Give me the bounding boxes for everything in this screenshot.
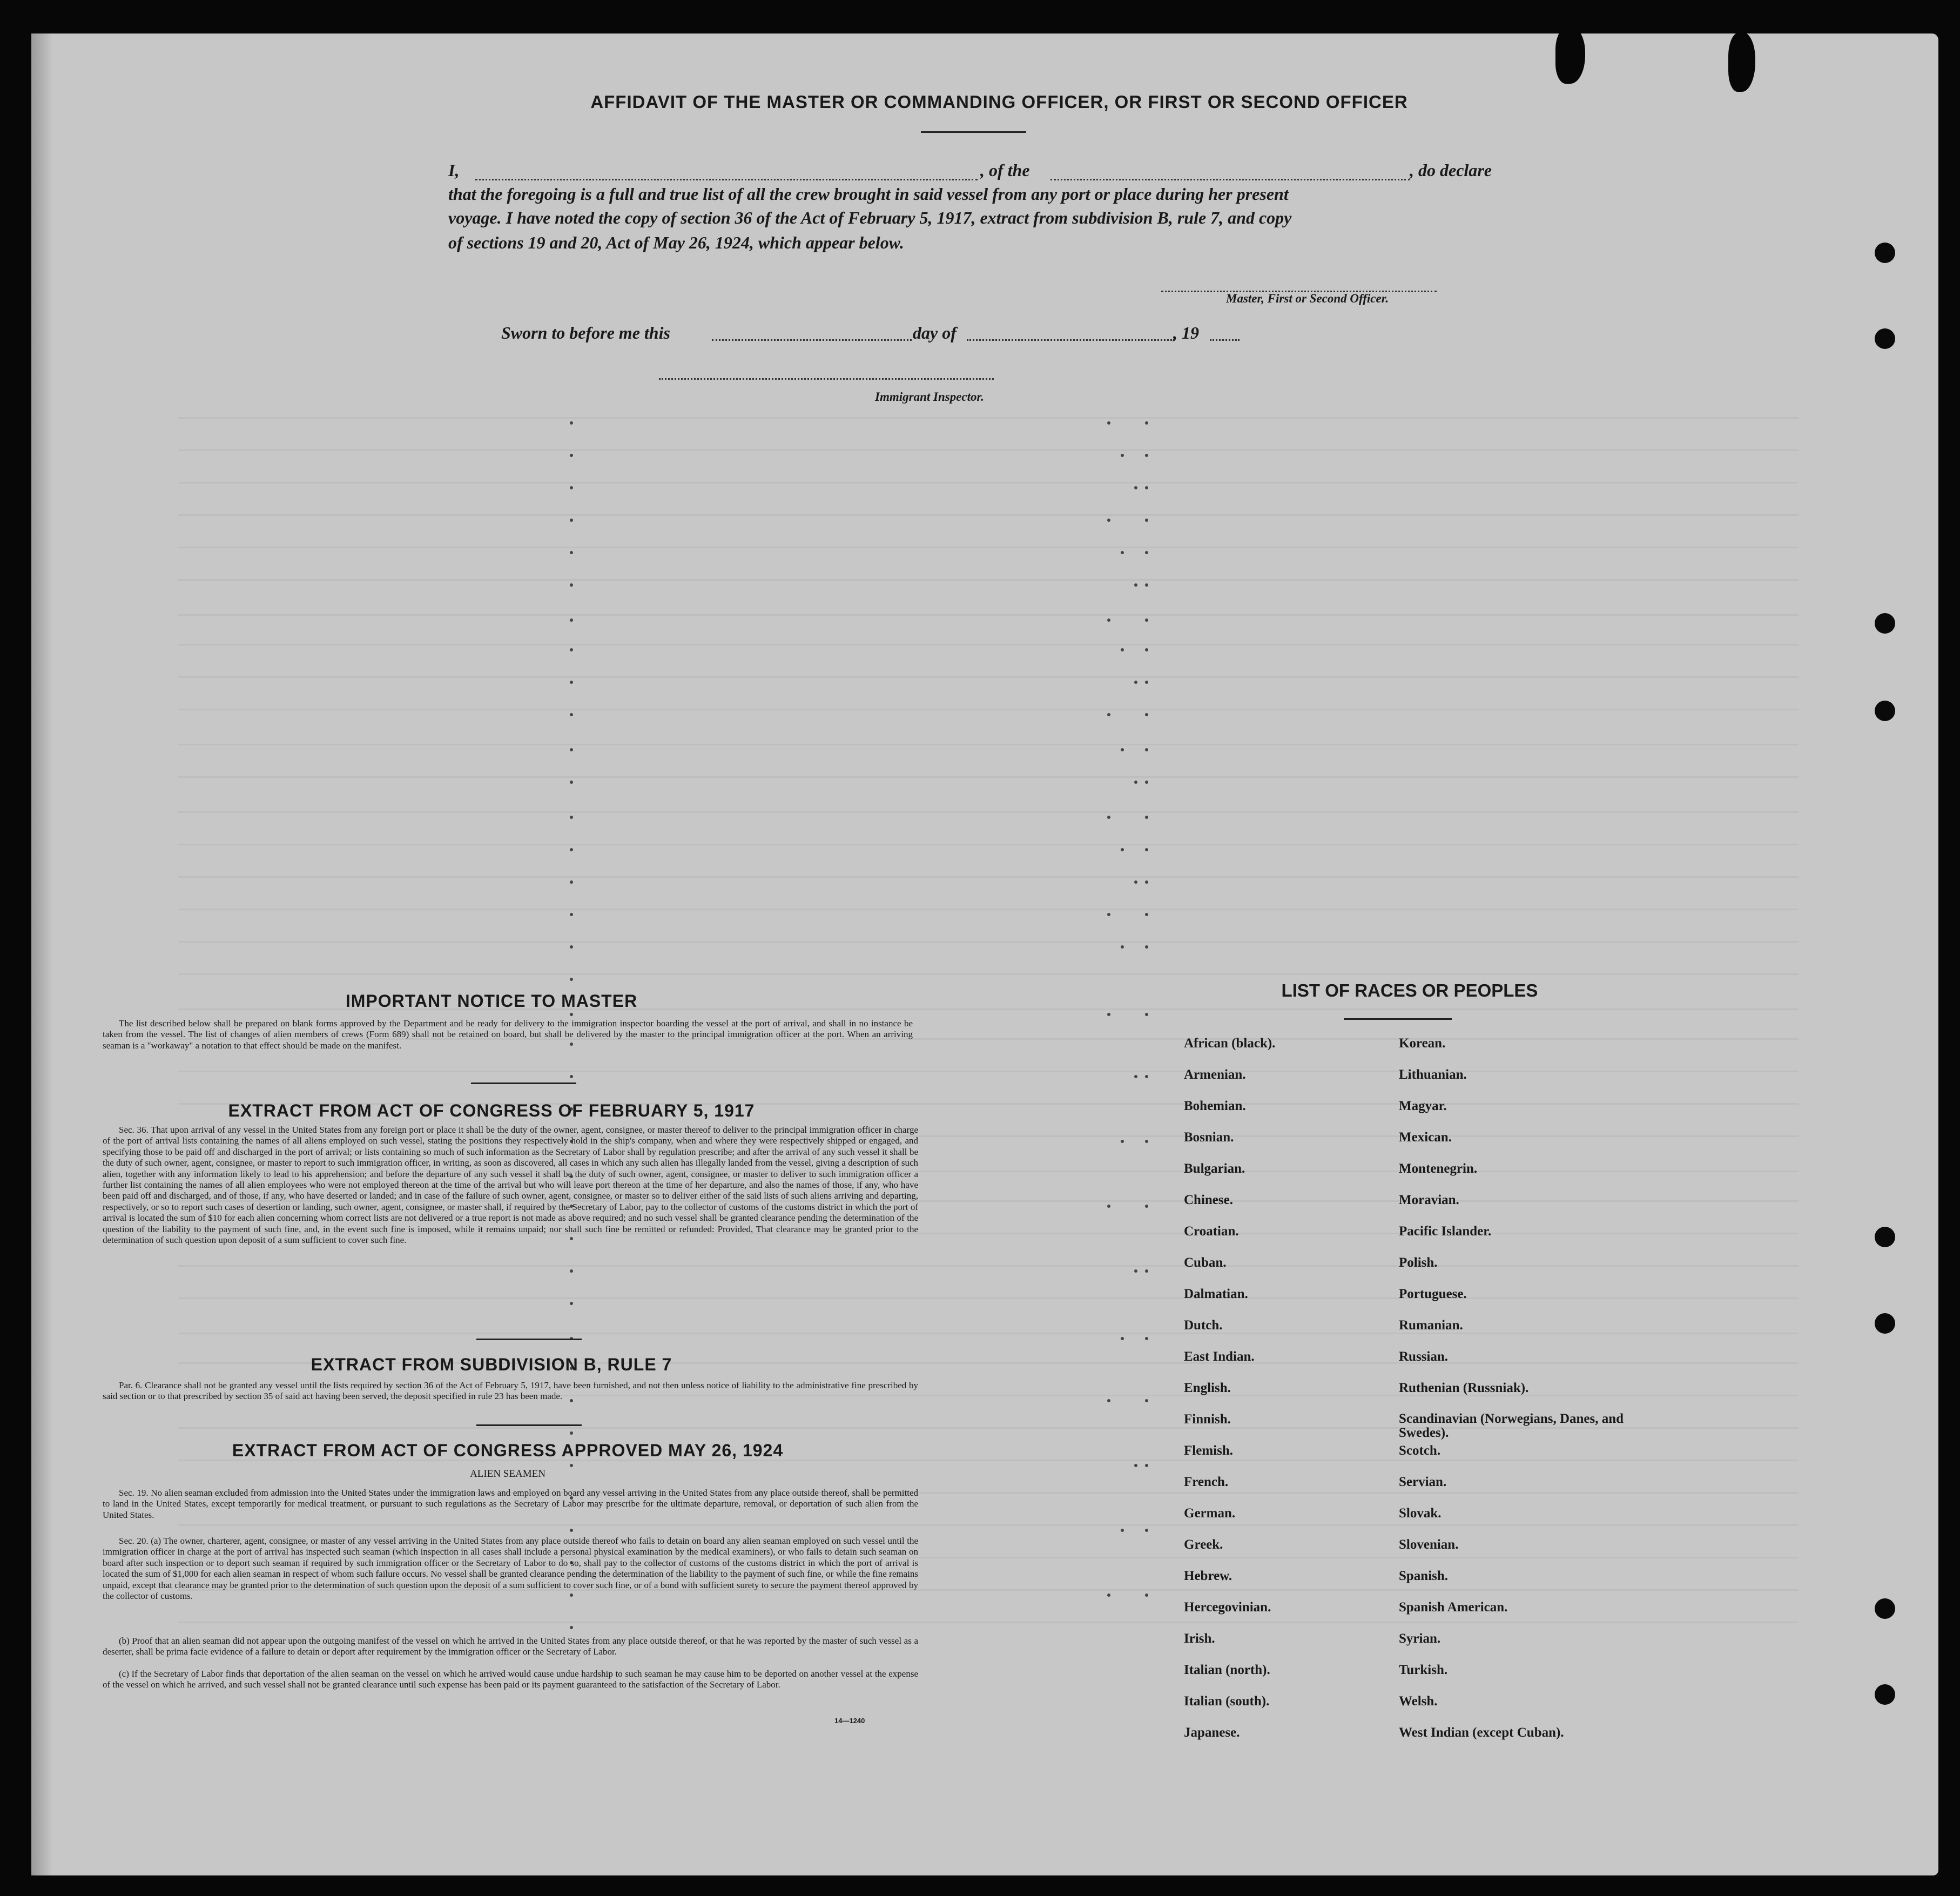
bleed-through-dot (570, 519, 573, 522)
bleed-through-dot (1145, 1464, 1148, 1467)
extract-1924-sec20c: (c) If the Secretary of Labor finds that deportation of the alien seaman on the vessel on which he arrived would cause undue hardship to such seaman he may cause him to be deported on another vessel at the expense of the vessel on which he arrived, and such vessel shall not be granted clearance until such expense has been paid or its payment guaranteed to the satisfaction of the Secretary of Labor. (103, 1669, 918, 1690)
extract-1917-title: EXTRACT FROM ACT OF CONGRESS OF FEBRUARY 5, 1917 (228, 1101, 755, 1120)
bleed-through-dot (1145, 1140, 1148, 1143)
bleed-through-dot (570, 1626, 573, 1629)
bleed-through-row (178, 1265, 1799, 1267)
bleed-through-dot (570, 421, 573, 425)
bleed-through-dot (570, 454, 573, 457)
race-item: Polish. (1399, 1255, 1438, 1270)
bleed-through-row (178, 1622, 1799, 1623)
sheet-edge-shadow (31, 33, 53, 1875)
bleed-through-dot (570, 1302, 573, 1305)
inspector-signature-label: Immigrant Inspector. (875, 390, 984, 404)
bleed-through-row (178, 811, 1799, 813)
bleed-through-row (178, 776, 1799, 778)
sworn-day-of-label: day of (913, 323, 957, 342)
race-item: Bosnian. (1184, 1130, 1234, 1145)
extract-rule7-divider (476, 1424, 582, 1426)
bleed-through-dot (570, 748, 573, 751)
race-item: French. (1184, 1475, 1229, 1489)
bleed-through-dot (1107, 618, 1110, 622)
races-title: LIST OF RACES OR PEOPLES (1281, 980, 1538, 1000)
race-item: Moravian. (1399, 1193, 1459, 1207)
extract-1917-body: Sec. 36. That upon arrival of any vessel in the United States from any foreign port or place it shall be the duty of the owner, agent, consignee, or master thereof to deliver to the principal immigration officer in charge of the port of arrival lists containing the names of all aliens employed on such vessel, stating the positions they respectively hold in the ship's company, when and where they were respectively shipped or engaged, and specifying those to be paid off and discharged in the port of arrival; or lists containing so much of such information as the Secretary of Labor shall by regulation prescribe; and after the arrival of any such vessel it shall be the duty of such owner, agent, consignee, or master to report to such immigration officer, in writing, as soon as discovered, all cases in which any such alien has illegally landed from the vessel, giving a description of such alien, together with any information likely to lead to his apprehension; and before the departure of any such vessel it shall be the duty of such owner, agent, consignee, or master to deliver to such immigration officer a further list containing the names of all alien employees who were not employed thereon at the time of the arrival but who will leave port thereon at the time of her departure, and also the names of those, if any, who have been paid off and discharged, and of those, if any, who have deserted or landed; and in case of the failure of such owner, agent, consignee, or master so to deliver either of the said lists of such aliens arriving and departing, respectively, or so to report such cases of desertion or landing, such owner, agent, consignee, or master shall, if required by the Secretary of Labor, pay to the collector of customs of the customs district in which the port of arrival is located the sum of $10 for each alien concerning whom correct lists are not delivered or a true report is not made as above required; and no such vessel shall be granted clearance pending the determination of the question of the liability to the payment of such fine, and, in the event such fine is imposed, while it remains unpaid; nor shall such fine be remitted or refunded: Provided, That clearance may be granted prior to the determination of such question upon deposit of a sum sufficient to cover such fine. (103, 1125, 918, 1246)
bleed-through-dot (1145, 551, 1148, 554)
race-item: Italian (south). (1184, 1694, 1270, 1709)
bleed-through-dot (1145, 618, 1148, 622)
race-item: Spanish American. (1399, 1600, 1508, 1615)
title-underline (921, 131, 1026, 133)
declarant-name-field[interactable] (475, 179, 978, 180)
race-item: East Indian. (1184, 1349, 1255, 1364)
bleed-through-dot (1145, 781, 1148, 784)
race-item: Italian (north). (1184, 1663, 1270, 1677)
bleed-through-dot (1145, 486, 1148, 489)
race-item: Hercegovinian. (1184, 1600, 1271, 1615)
bleed-through-dot (1107, 1013, 1110, 1016)
bleed-through-dot (1134, 583, 1137, 587)
bleed-through-dot (570, 486, 573, 489)
bleed-through-row (178, 1333, 1799, 1334)
race-item: Bohemian. (1184, 1099, 1246, 1113)
notice-divider (471, 1083, 576, 1084)
bleed-through-dot (570, 1075, 573, 1078)
bleed-through-dot (1121, 1529, 1124, 1532)
bleed-through-dot (570, 1464, 573, 1467)
bleed-through-row (178, 844, 1799, 845)
bleed-through-dot (570, 978, 573, 981)
declaration-line-4: of sections 19 and 20, Act of May 26, 1924, which appear below. (448, 233, 904, 252)
race-item: Japanese. (1184, 1725, 1240, 1740)
race-item: Russian. (1399, 1349, 1449, 1364)
bleed-through-dot (1145, 848, 1148, 851)
races-title-underline (1344, 1018, 1452, 1020)
bleed-through-dot (1134, 1269, 1137, 1273)
race-item: Ruthenian (Russniak). (1399, 1381, 1529, 1395)
bleed-through-row (178, 909, 1799, 910)
punch-hole (1875, 1313, 1895, 1334)
bleed-through-dot (1145, 454, 1148, 457)
bleed-through-row (178, 973, 1799, 975)
bleed-through-dot (1134, 681, 1137, 684)
inspector-signature-field[interactable] (659, 378, 994, 380)
bleed-through-dot (1145, 583, 1148, 587)
torn-paper-mark (1555, 27, 1585, 84)
sworn-year-label: , 19 (1173, 323, 1199, 342)
page-title: AFFIDAVIT OF THE MASTER OR COMMANDING OFFICER, OR FIRST OR SECOND OFFICER (590, 92, 1408, 112)
bleed-through-row (178, 876, 1799, 878)
race-item: Armenian. (1184, 1067, 1246, 1082)
race-item: Irish. (1184, 1631, 1215, 1646)
race-item: Pacific Islander. (1399, 1224, 1492, 1239)
race-item: Slovak. (1399, 1506, 1442, 1521)
bleed-through-dot (570, 713, 573, 716)
bleed-through-dot (1145, 748, 1148, 751)
bleed-through-dot (570, 816, 573, 819)
vessel-name-field[interactable] (1050, 179, 1410, 180)
bleed-through-dot (1107, 1594, 1110, 1597)
bleed-through-dot (570, 945, 573, 949)
race-item: Flemish. (1184, 1443, 1233, 1458)
bleed-through-dot (1145, 648, 1148, 651)
bleed-through-row (178, 744, 1799, 745)
form-number: 14—1240 (834, 1717, 865, 1725)
bleed-through-row (178, 709, 1799, 710)
bleed-through-dot (570, 1269, 573, 1273)
bleed-through-dot (570, 551, 573, 554)
bleed-through-dot (570, 880, 573, 884)
bleed-through-dot (1107, 519, 1110, 522)
extract-rule7-body: Par. 6. Clearance shall not be granted any vessel until the lists required by section 36 of the Act of February 5, 1917, have been furnished, and not then unless notice of liability to the administrative fine prescribed by said section or to that prescribed by section 35 of said act having been served, the deposit specified in rule 23 has been made. (103, 1380, 918, 1402)
bleed-through-dot (1145, 519, 1148, 522)
race-item: Slovenian. (1399, 1537, 1459, 1552)
bleed-through-dot (1121, 1140, 1124, 1143)
bleed-through-dot (1107, 913, 1110, 916)
bleed-through-dot (1145, 880, 1148, 884)
bleed-through-dot (1145, 1337, 1148, 1340)
bleed-through-dot (1107, 421, 1110, 425)
bleed-through-row (178, 514, 1799, 516)
bleed-through-dot (1145, 816, 1148, 819)
bleed-through-row (178, 614, 1799, 616)
bleed-through-dot (1145, 1205, 1148, 1208)
bleed-through-dot (1134, 880, 1137, 884)
bleed-through-dot (1121, 748, 1124, 751)
punch-hole (1875, 701, 1895, 721)
bleed-through-row (178, 579, 1799, 581)
bleed-through-dot (570, 1529, 573, 1532)
bleed-through-dot (1107, 713, 1110, 716)
bleed-through-row (178, 1071, 1799, 1072)
bleed-through-row (178, 482, 1799, 483)
notice-body: The list described below shall be prepared on blank forms approved by the Department and be ready for delivery to the immigration inspector boarding the vessel at the port of arrival, and shall in no instance be taken from the vessel. The list of changes of alien members of crews (Form 689) shall not be retained on board, but shall be delivered by the master to the principal immigration officer at the port. When an arriving seaman is a "workaway" a notation to that effect should be made on the manifest. (103, 1018, 913, 1051)
punch-hole (1875, 1227, 1895, 1247)
race-item: Cuban. (1184, 1255, 1227, 1270)
race-item: German. (1184, 1506, 1236, 1521)
punch-hole (1875, 328, 1895, 349)
race-item: Magyar. (1399, 1099, 1447, 1113)
bleed-through-dot (1107, 1399, 1110, 1402)
race-item: Scandinavian (Norwegians, Danes, and Swedes). (1399, 1411, 1624, 1440)
bleed-through-dot (570, 583, 573, 587)
bleed-through-dot (1121, 1337, 1124, 1340)
notice-title: IMPORTANT NOTICE TO MASTER (345, 991, 638, 1011)
bleed-through-dot (1121, 551, 1124, 554)
bleed-through-dot (1134, 1075, 1137, 1078)
bleed-through-dot (570, 1431, 573, 1435)
race-item: Greek. (1184, 1537, 1223, 1552)
bleed-through-dot (1145, 1529, 1148, 1532)
extract-1924-sec20a: Sec. 20. (a) The owner, charterer, agent, consignee, or master of any vessel arriving in the United States from any place outside thereof who fails to detain on board any alien seaman employed on such vessel until the immigration officer in charge at the port of arrival has inspected such seaman (which inspection in all cases shall include a personal physical examination by the medical examiners), or who fails to detain such seaman on board after such inspection or to deport such seaman if required by such immigration officer or the Secretary of Labor to do so, shall pay to the collector of customs of the customs district in which the port of arrival is located the sum of $1,000 for each alien seaman in respect of whom such failure occurs. No vessel shall be granted clearance pending the determination of the liability to the payment of such fine, or while the fine remains unpaid, except that clearance may be granted prior to the determination of such question upon the deposit of a sum sufficient to cover such fine, or of a bond with sufficient surety to secure the payment thereof approved by the collector of customs. (103, 1536, 918, 1602)
race-item: Spanish. (1399, 1569, 1449, 1583)
sworn-prefix-label: Sworn to before me this (501, 323, 670, 342)
bleed-through-dot (570, 618, 573, 622)
race-item: Mexican. (1399, 1130, 1452, 1145)
punch-hole (1875, 1684, 1895, 1705)
bleed-through-dot (570, 1013, 573, 1016)
race-item: Montenegrin. (1399, 1161, 1478, 1176)
bleed-through-dot (1145, 681, 1148, 684)
race-item: Lithuanian. (1399, 1067, 1467, 1082)
extract-1924-subtitle: ALIEN SEAMEN (470, 1468, 545, 1480)
bleed-through-dot (570, 848, 573, 851)
bleed-through-row (178, 941, 1799, 943)
race-item: Turkish. (1399, 1663, 1448, 1677)
bleed-through-dot (570, 913, 573, 916)
race-item: Servian. (1399, 1475, 1447, 1489)
declaration-line-1 (448, 160, 1496, 180)
sworn-year-field[interactable] (1210, 339, 1240, 341)
bleed-through-row (178, 547, 1799, 548)
bleed-through-dot (1145, 1075, 1148, 1078)
race-item: Portuguese. (1399, 1287, 1467, 1301)
declaration-line-2: that the foregoing is a full and true list of all the crew brought in said vessel from any port or place during her present (448, 184, 1289, 204)
bleed-through-dot (570, 648, 573, 651)
race-item: Syrian. (1399, 1631, 1441, 1646)
extract-rule7-title: EXTRACT FROM SUBDIVISION B, RULE 7 (311, 1355, 672, 1374)
bleed-through-row (178, 676, 1799, 678)
bleed-through-dot (570, 781, 573, 784)
bleed-through-dot (1134, 1464, 1137, 1467)
race-item: Croatian. (1184, 1224, 1239, 1239)
race-item: Korean. (1399, 1036, 1446, 1051)
punch-hole (1875, 1598, 1895, 1619)
bleed-through-dot (570, 681, 573, 684)
bleed-through-dot (1121, 648, 1124, 651)
bleed-through-dot (1145, 913, 1148, 916)
bleed-through-dot (1145, 1594, 1148, 1597)
bleed-through-row (178, 1524, 1799, 1526)
declaration-line-3: voyage. I have noted the copy of section 36 of the Act of February 5, 1917, extract from subdivision B, rule 7, and copy (448, 208, 1292, 227)
of-the-label: , of the (980, 160, 1030, 180)
declarant-prefix: I, (448, 160, 460, 180)
bleed-through-dot (1121, 848, 1124, 851)
sworn-day-field[interactable] (712, 339, 912, 341)
bleed-through-row (178, 1297, 1799, 1299)
punch-hole (1875, 613, 1895, 634)
bleed-through-dot (1107, 1205, 1110, 1208)
bleed-through-row (178, 644, 1799, 646)
bleed-through-dot (1107, 816, 1110, 819)
race-item: Welsh. (1399, 1694, 1438, 1709)
master-signature-label: Master, First or Second Officer. (1226, 292, 1389, 305)
bleed-through-dot (1145, 1013, 1148, 1016)
bleed-through-dot (1121, 454, 1124, 457)
race-item: Dalmatian. (1184, 1287, 1248, 1301)
race-item: Dutch. (1184, 1318, 1223, 1333)
bleed-through-dot (1121, 945, 1124, 949)
bleed-through-dot (1134, 781, 1137, 784)
race-item: African (black). (1184, 1036, 1276, 1051)
bleed-through-dot (1145, 945, 1148, 949)
race-item: West Indian (except Cuban). (1399, 1725, 1564, 1740)
race-item: Finnish. (1184, 1412, 1231, 1427)
bleed-through-dot (1134, 486, 1137, 489)
race-item: Hebrew. (1184, 1569, 1232, 1583)
race-item: Chinese. (1184, 1193, 1233, 1207)
bleed-through-dot (1145, 421, 1148, 425)
bleed-through-dot (1145, 1269, 1148, 1273)
punch-hole (1875, 243, 1895, 263)
extract-1917-divider (476, 1339, 582, 1340)
do-declare-label: , do declare (1410, 160, 1492, 180)
race-item: Rumanian. (1399, 1318, 1463, 1333)
extract-1924-title: EXTRACT FROM ACT OF CONGRESS APPROVED MAY 26, 1924 (232, 1441, 784, 1460)
race-item: English. (1184, 1381, 1231, 1395)
extract-1924-sec20b: (b) Proof that an alien seaman did not appear upon the outgoing manifest of the vessel on which he arrived in the United States from any place outside thereof, or that he was reported by the master of such vessel as a deserter, shall be prima facie evidence of a failure to detain or deport after requirement by the immigration officer or the Secretary of Labor. (103, 1636, 918, 1657)
bleed-through-dot (1145, 1399, 1148, 1402)
bleed-through-row (178, 417, 1799, 419)
sworn-month-field[interactable] (967, 339, 1175, 341)
race-item: Bulgarian. (1184, 1161, 1245, 1176)
bleed-through-dot (1145, 713, 1148, 716)
torn-paper-mark (1728, 32, 1755, 92)
race-item: Scotch. (1399, 1443, 1441, 1458)
bleed-through-row (178, 449, 1799, 451)
extract-1924-sec19: Sec. 19. No alien seaman excluded from admission into the United States under the immigration laws and employed on board any vessel arriving in the United States from any place outside thereof, shall be permitted to land in the United States, except temporarily for medical treatment, or pursuant to such regulations as the Secretary of Labor may prescribe for the ultimate departure, removal, or deportation of such alien from the United States. (103, 1488, 918, 1520)
